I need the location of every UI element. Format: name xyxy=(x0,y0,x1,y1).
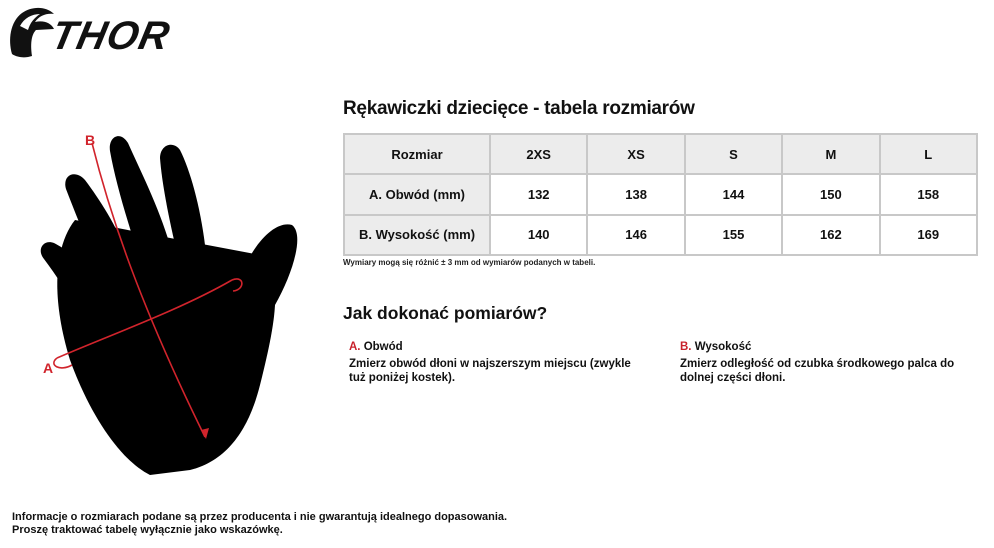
size-table xyxy=(343,133,978,256)
table-row xyxy=(344,215,977,255)
disclaimer xyxy=(12,511,507,537)
tolerance-note: Wymiary mogą się różnić ± 3 mm od wymiarów podanych w tabeli. xyxy=(343,258,596,267)
disclaimer-line-2: Proszę traktować tabelę wyłącznie jako wskazówkę. xyxy=(12,524,283,536)
measure-a-name: Obwód xyxy=(363,341,403,353)
measure-a-block xyxy=(349,340,649,385)
table-cell: 140 xyxy=(490,215,587,255)
header-cell: L xyxy=(880,134,977,174)
measure-b-heading xyxy=(680,340,970,354)
measure-a-letter: A. xyxy=(349,341,361,353)
table-cell: 144 xyxy=(685,174,782,214)
table-cell: 162 xyxy=(782,215,879,255)
thor-wordmark: THOR xyxy=(47,14,175,58)
disclaimer-line-1: Informacje o rozmiarach podane są przez producenta i nie gwarantują idealnego dopasowania. xyxy=(12,511,508,523)
label-b: B xyxy=(85,132,96,148)
measure-a-description: Zmierz obwód dłoni w najszerszym miejscu (zwykle tuż poniżej kostek). xyxy=(349,358,631,384)
header-cell: S xyxy=(685,134,782,174)
howto-heading: Jak dokonać pomiarów? xyxy=(343,303,548,323)
row-label: B. Wysokość (mm) xyxy=(344,215,490,255)
table-header-row xyxy=(344,134,977,174)
table-cell: 169 xyxy=(880,215,977,255)
measure-a-heading xyxy=(349,340,649,354)
header-cell: Rozmiar xyxy=(344,134,490,174)
page-title: Rękawiczki dziecięce - tabela rozmiarów xyxy=(343,98,695,119)
table-cell: 146 xyxy=(587,215,684,255)
hand-measurement-diagram xyxy=(30,125,320,485)
table-cell: 158 xyxy=(880,174,977,214)
table-cell: 150 xyxy=(782,174,879,214)
label-a: A xyxy=(43,360,54,376)
table-cell: 155 xyxy=(685,215,782,255)
table-cell: 132 xyxy=(490,174,587,214)
measure-b-block xyxy=(680,340,970,385)
table-cell: 138 xyxy=(587,174,684,214)
thor-logo xyxy=(6,4,186,64)
row-label: A. Obwód (mm) xyxy=(344,174,490,214)
measure-b-name: Wysokość xyxy=(694,341,752,353)
circumference-curl-left xyxy=(54,358,72,368)
header-cell: 2XS xyxy=(490,134,587,174)
header-cell: XS xyxy=(587,134,684,174)
hand-silhouette xyxy=(41,136,298,475)
measure-b-letter: B. xyxy=(680,341,692,353)
measure-b-description: Zmierz odległość od czubka środkowego palca do dolnej części dłoni. xyxy=(680,358,955,384)
header-cell: M xyxy=(782,134,879,174)
table-row xyxy=(344,174,977,214)
